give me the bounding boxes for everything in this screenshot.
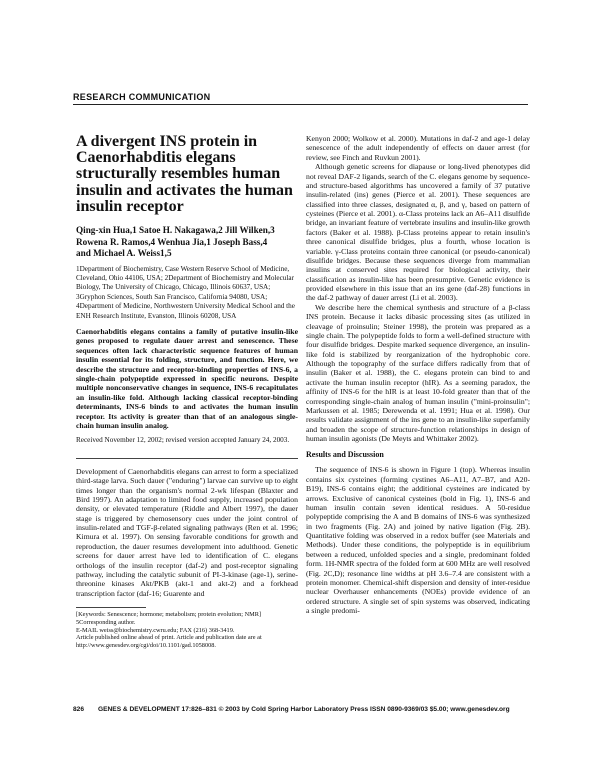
article-title: A divergent INS protein in Caenorhabditis elegans structurally resembles human insulin and activates the human insulin receptor — [76, 133, 293, 215]
journal-citation: GENES & DEVELOPMENT 17:826–831 © 2003 by Cold Spring Harbor Laboratory Press ISSN 0890-9369/03 $5.00; www.genesdev.org — [98, 706, 510, 713]
right-paragraph-3: We describe here the chemical synthesis and structure of a β-class INS protein. Because it lacks dibasic processing sites (as utilized in cleavage of proinsulin; Steiner 1998), the protein was prepared as a single chain. The polypeptide folds to form a well-defined structure with four disulfide bridges. Despite marked sequence divergence, an insulin-like fold is stabilized by reorganization of the hydrophobic core. Although the topography of the surface differs radically from that of insulin (Baker et al. 1988), the C. elegans protein can bind to and activate the human insulin receptor (hIR). As a seeming paradox, the affinity of INS-6 for the hIR is at least 10-fold greater than that of the corresponding single-chain analog of human insulin ("mini-proinsulin"; Markussen et al. 1985; Derewenda et al. 1991; Hua et al. 1998). Our results validate assignment of the ins gene to an insulin-like superfamily and broaden the scope of structure-function relationships in design of human insulin agonists (De Meyts and Whittaker 2002). — [306, 302, 530, 443]
right-paragraph-2: Although genetic screens for diapause or long-lived phenotypes did not reveal DAF-2 ligands, search of the C. elegans genome by sequence- and structure-based algorithms has uncovered a family of 37 putative insulin-related (ins) genes (Pierce et al. 2001). These sequences are classified into three classes, designated α, β, and γ, based on pattern of cysteines (Pierce et al. 2001). α-Class proteins lack an A6–A11 disulfide bridge, an invariant feature of vertebrate insulins and insulin-like growth factors (Baker et al. 1988). β-Class proteins appear to retain insulin's three canonical disulfide bridges, plus a fourth, whose location is variable. γ-Class proteins contain three canonical (or pseudo-canonical) disulfide bridges. Because these sequences diverge from mammalian insulins at conserved sites required for biological activity, their classification as insulin-like has been presumptive. Genetic evidence is provided elsewhere in this issue that an ins gene (daf-28) functions in the daf-2 pathway of dauer arrest (Li et al. 2003). — [306, 162, 530, 303]
right-paragraph-1: Kenyon 2000; Wolkow et al. 2000). Mutations in daf-2 and age-1 delay senescence of the adult independently of effects on dauer arrest (for review, see Finch and Ruvkun 2001). — [306, 134, 530, 162]
footnote-rule — [76, 607, 146, 608]
abstract: Caenorhabditis elegans contains a family of putative insulin-like genes proposed to regulate dauer arrest and senescence. These sequences often lack characteristic sequence features of human insulin essential for its folding, structure, and function. Here, we describe the structure and receptor-binding properties of INS-6, a single-chain polypeptide expressed in specific neurons. Despite multiple nonconservative changes in sequence, INS-6 recapitulates an insulin-like fold. Although lacking classical receptor-binding determinants, INS-6 binds to and activates the human insulin receptor. Its activity is greater than that of an analogous single-chain human insulin analog. — [76, 326, 298, 431]
page-number: 826 — [73, 706, 85, 713]
contact-email: E-MAIL weiss@biochemistry.cwru.edu; FAX (216) 368-3419. — [76, 626, 235, 634]
results-heading: Results and Discussion — [306, 450, 384, 460]
page-footer — [73, 706, 530, 713]
authors-line-2: Rowena R. Ramos,4 Wenhua Jia,1 Joseph Bass,4 — [76, 236, 268, 247]
intro-paragraph: Development of Caenorhabditis elegans can arrest to form a specialized third-stage larva. Such dauer ("enduring") larvae can survive up to eight times longer than the organism's normal 2-wk lifespan (Blaxter and Bird 1997). An adaptation to limited food supply, increased population density, or elevated temperature (Riddle and Albert 1997), the dauer stage is triggered by chemosensory cues under the joint control of insulin-related and TGF-β-related signaling pathways (Ren et al. 1996; Kimura et al. 1997). On sensing favorable conditions for growth and reproduction, the dauer resumes development into adulthood. Genetic screens for dauer arrest have led to identification of C. elegans orthologs of the insulin receptor (daf-2) and post-receptor signaling pathway, including the catalytic subunit of PI-3-kinase (age-1), serine-threonine kinases Akt/PKB (akt-1 and akt-2) and a forkhead transcription factor (daf-16; Guarente and — [76, 466, 298, 598]
abstract-divider — [76, 458, 298, 459]
section-label: RESEARCH COMMUNICATION — [73, 92, 211, 102]
authors-line-1: Qing-xin Hua,1 Satoe H. Nakagawa,2 Jill Wilken,3 — [76, 225, 275, 236]
corresponding-author: 5Corresponding author. — [76, 618, 136, 626]
top-rule — [73, 104, 528, 105]
author-list — [76, 225, 298, 260]
affiliations: 1Department of Biochemistry, Case Western Reserve School of Medicine, Cleveland, Ohio 44106, USA; 2Department of Biochemistry and Molecular Biology, The University of Chicago, Chicago, Illinois 60637, USA; 3Gryphon Sciences, South San Francisco, California 94080, USA; 4Department of Medicine, Northwestern University Medical School and the ENH Research Institute, Evanston, Illinois 60208, USA — [76, 264, 295, 320]
right-column — [306, 134, 530, 615]
authors-line-3: and Michael A. Weiss1,5 — [76, 248, 172, 259]
keywords: [Keywords: Senescence; hormone; metabolism; protein evolution; NMR] — [76, 611, 262, 619]
received-dates: Received November 12, 2002; revised version accepted January 24, 2003. — [76, 436, 290, 445]
online-note: Article published online ahead of print. Article and publication date are at http://www.genesdev.org/cgi/doi/10.1101/gad.1058008. — [76, 634, 262, 650]
left-column — [76, 134, 298, 650]
right-paragraph-4: The sequence of INS-6 is shown in Figure 1 (top). Whereas insulin contains six cysteines (forming cystines A6–A11, A7–B7, and A20-B19), INS-6 contains eight; the additional cysteines are indicated by arrows. Exclusive of canonical cysteines (bold in Fig. 1), INS-6 and human insulin contain seven identical residues. A 50-residue polypeptide comprising the A and B domains of INS-6 was synthesized in two fragments (Fig. 2A) and joined by native ligation (Fig. 2B). Quantitative folding was observed in a redox buffer (see Materials and Methods). Under these conditions, the polypeptide is in equilibrium between a reduced, unfolded species and a single, predominant folded form. 1H-NMR spectra of the folded form at 600 MHz are well resolved (Fig. 2C,D); resonance line widths at pH 3.6–7.4 are consistent with a protein monomer. Chemical-shift dispersion and density of inter-residue nuclear Overhauser enhancements (NOEs) provide evidence of an ordered structure. A single set of spin systems was observed, indicating a single predomi- — [306, 465, 530, 615]
